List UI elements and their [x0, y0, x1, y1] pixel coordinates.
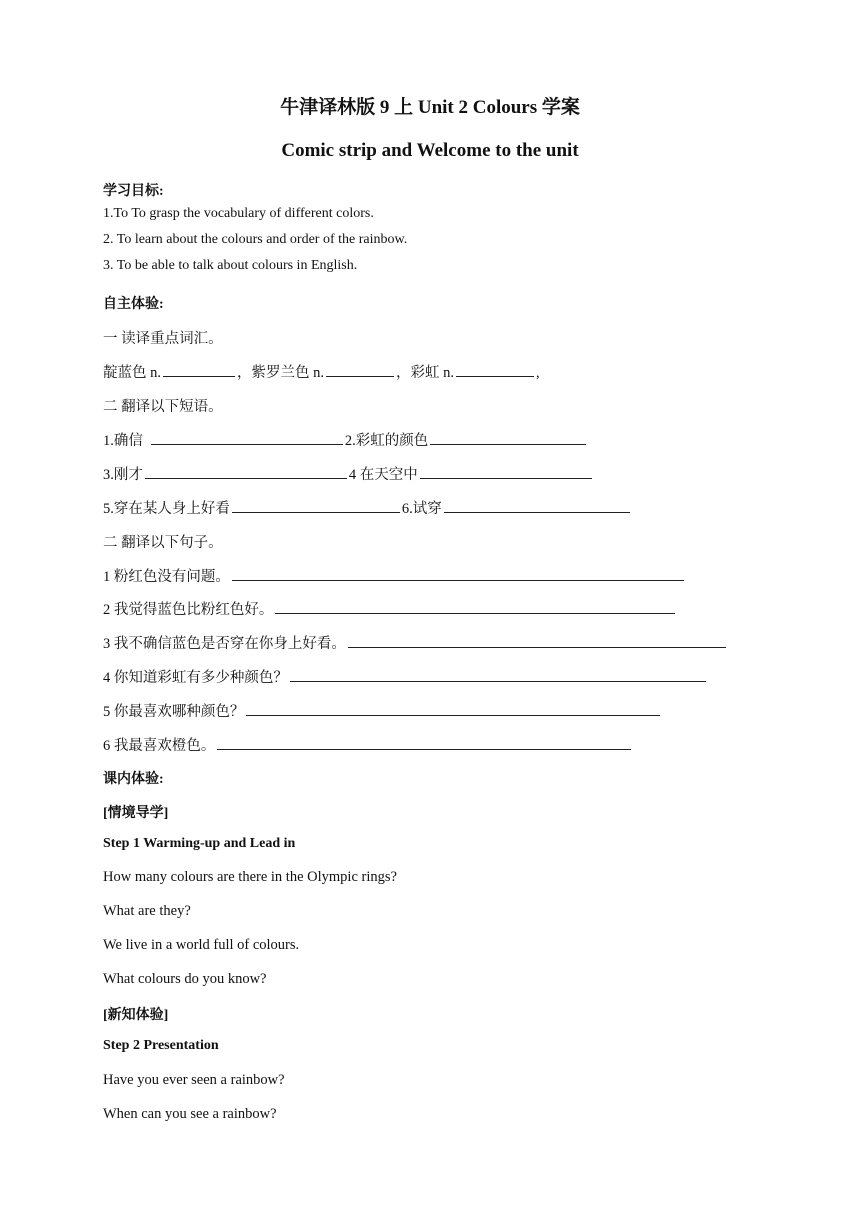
- part1-heading: 一 读译重点词汇。: [103, 331, 223, 347]
- sentence-blank[interactable]: [217, 735, 631, 750]
- objective-item: 3. To be able to talk about colours in English.: [103, 258, 358, 273]
- phrase-blank[interactable]: [430, 430, 586, 445]
- objectives-heading: 学习目标:: [103, 184, 164, 199]
- phrase-item: 2.彩虹的颜色: [344, 433, 429, 449]
- phrase-blank[interactable]: [420, 464, 592, 479]
- self-study-heading: 自主体验:: [103, 297, 164, 312]
- vocab-line: [103, 361, 540, 382]
- step2-heading: Step 2 Presentation: [103, 1038, 219, 1053]
- phrase-item: 4 在天空中: [348, 467, 418, 483]
- page-subtitle: Comic strip and Welcome to the unit: [281, 140, 579, 161]
- sentence-line: [103, 565, 686, 586]
- objective-item: 2. To learn about the colours and order of the rainbow.: [103, 232, 408, 247]
- sentence-blank[interactable]: [232, 566, 684, 581]
- sentence-line: [103, 734, 633, 755]
- step1-heading: Step 1 Warming-up and Lead in: [103, 836, 296, 851]
- step1-line: We live in a world full of colours.: [103, 937, 300, 953]
- phrase-line: [103, 429, 588, 450]
- sentence-line: [103, 666, 708, 687]
- phrase-blank[interactable]: [232, 498, 400, 513]
- sentence-blank[interactable]: [275, 599, 675, 614]
- sentence-text: 1 粉红色没有问题。: [103, 569, 230, 585]
- sentence-line: [103, 598, 677, 619]
- part3-heading: 二 翻译以下句子。: [103, 535, 223, 551]
- step1-line: What are they?: [103, 903, 191, 919]
- phrase-blank[interactable]: [151, 430, 343, 445]
- sentence-line: [103, 632, 728, 653]
- step2-line: When can you see a rainbow?: [103, 1106, 277, 1122]
- vocab-blank[interactable]: [456, 362, 534, 377]
- sentence-text: 4 你知道彩虹有多少种颜色？: [103, 670, 288, 686]
- part2-heading: 二 翻译以下短语。: [103, 399, 223, 415]
- sentence-blank[interactable]: [290, 667, 706, 682]
- phrase-blank[interactable]: [145, 464, 347, 479]
- sentence-text: 6 我最喜欢橙色。: [103, 738, 216, 754]
- step1-line: What colours do you know?: [103, 971, 267, 987]
- step2-line: Have you ever seen a rainbow?: [103, 1072, 285, 1088]
- class-study-heading: 课内体验:: [103, 772, 164, 787]
- vocab-blank[interactable]: [163, 362, 235, 377]
- vocab-end: ,: [536, 365, 540, 381]
- sentence-blank[interactable]: [348, 633, 726, 648]
- phrase-blank[interactable]: [444, 498, 630, 513]
- situation-heading: [情境导学]: [103, 806, 169, 821]
- sentence-line: [103, 700, 662, 721]
- phrase-item: 6.试穿: [401, 501, 442, 517]
- phrase-line: [103, 497, 632, 518]
- objective-item: 1.To To grasp the vocabulary of different colors.: [103, 206, 374, 221]
- vocab-indigo: 靛蓝色 n.: [103, 365, 161, 381]
- sentence-text: 3 我不确信蓝色是否穿在你身上好看。: [103, 636, 346, 652]
- sentence-text: 2 我觉得蓝色比粉红色好。: [103, 602, 274, 618]
- vocab-blank[interactable]: [326, 362, 394, 377]
- step1-line: How many colours are there in the Olympic rings?: [103, 869, 397, 885]
- sentence-text: 5 你最喜欢哪种颜色？: [103, 704, 245, 720]
- vocab-rainbow: ，彩虹 n.: [396, 365, 454, 381]
- new-knowledge-heading: [新知体验]: [103, 1008, 169, 1023]
- phrase-item: 3.刚才: [103, 467, 143, 483]
- phrase-line: [103, 463, 594, 484]
- phrase-item: 5.穿在某人身上好看: [103, 501, 230, 517]
- sentence-blank[interactable]: [246, 701, 660, 716]
- phrase-item: 1.确信: [103, 433, 143, 449]
- page-title: 牛津译林版 9 上 Unit 2 Colours 学案: [280, 97, 580, 118]
- vocab-violet: ，紫罗兰色 n.: [237, 365, 324, 381]
